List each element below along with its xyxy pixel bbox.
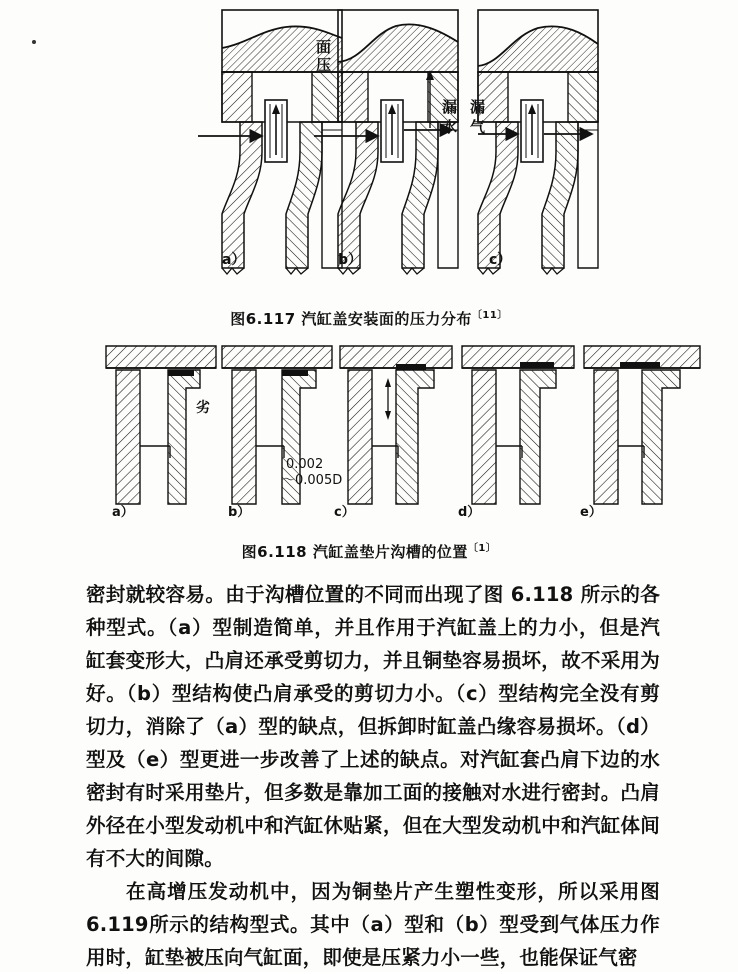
annotation-louqi-2: 气 bbox=[470, 118, 486, 136]
annotation-dim-2: ～0.005D bbox=[282, 473, 343, 488]
annotation-louqi-1: 漏 bbox=[470, 98, 486, 116]
annotation-loushui-1: 漏 bbox=[442, 98, 458, 116]
figure-6-118-caption-sup: 〔1〕 bbox=[467, 543, 497, 554]
annotation-lie: 劣 bbox=[196, 400, 210, 416]
figure-6-118-caption-row bbox=[0, 535, 738, 562]
body-text-block bbox=[86, 578, 660, 974]
annotation-loushui-2: 水 bbox=[442, 118, 458, 136]
figure-6-118-caption bbox=[0, 539, 738, 562]
panel-label-d-118: d） bbox=[458, 505, 481, 520]
panel-label-e-118: e） bbox=[580, 505, 602, 520]
paragraph-1: 密封就较容易。由于沟槽位置的不同而出现了图 6.118 所示的各种型式。（a）型制造简单，并且作用于汽缸盖上的力小，但是汽缸套变形大，凸肩还承受剪切力，并且铜垫容易损坏，故不采用为好。（b）型结构使凸肩承受的剪切力小。（c）型结构完全没有剪切力，消除了（a）型的缺点，但拆卸时缸盖凸缘容易损坏。（d）型及（e）型更进一步改善了上述的缺点。对汽缸套凸肩下边的水密封有时采用垫片，但多数是靠加工面的接触对水进行密封。凸肩外径在小型发动机中和汽缸休贴紧，但在大型发动机中和汽缸体间有不大的间隙。 bbox=[86, 583, 660, 870]
figure118-panel-a bbox=[106, 346, 216, 520]
figure-6-117-caption bbox=[0, 306, 738, 329]
panel-label-c-117: c） bbox=[489, 252, 512, 268]
figure-6-117-caption-row bbox=[0, 302, 738, 329]
paragraph-2: 在高增压发动机中，因为铜垫片产生塑性变形，所以采用图6.119所示的结构型式。其中（a）型和（b）型受到气体压力作用时，缸垫被压向气缸面，即使是压紧力小一些，也能保证气密 bbox=[86, 880, 660, 969]
annotation-mianya-1: 面 bbox=[316, 38, 332, 56]
panel-label-a-118: a） bbox=[112, 505, 134, 520]
panel-label-b-118: b） bbox=[228, 505, 251, 520]
panel-label-a-117: a） bbox=[222, 252, 246, 268]
figure-6-117-caption-text: 图6.117 汽缸盖安装面的压力分布 bbox=[230, 310, 472, 328]
figure118-panel-e bbox=[580, 346, 700, 520]
figure118-panel-b bbox=[222, 346, 332, 520]
panel-label-b-117: b） bbox=[338, 252, 363, 268]
annotation-dim-1: 0.002 bbox=[286, 457, 324, 472]
figure118-panel-c bbox=[334, 346, 452, 520]
figure-6-118-caption-text: 图6.118 汽缸盖垫片沟槽的位置 bbox=[241, 543, 468, 561]
panel-label-c-118: c） bbox=[334, 505, 355, 520]
figure-panel-c bbox=[478, 10, 598, 274]
figure118-panel-d bbox=[458, 346, 574, 520]
figure-6-118-drawing bbox=[0, 334, 738, 534]
figure-6-117-drawing bbox=[0, 0, 738, 300]
figure-6-117-caption-sup: 〔11〕 bbox=[471, 310, 508, 321]
annotation-mianya-2: 压 bbox=[316, 56, 332, 74]
